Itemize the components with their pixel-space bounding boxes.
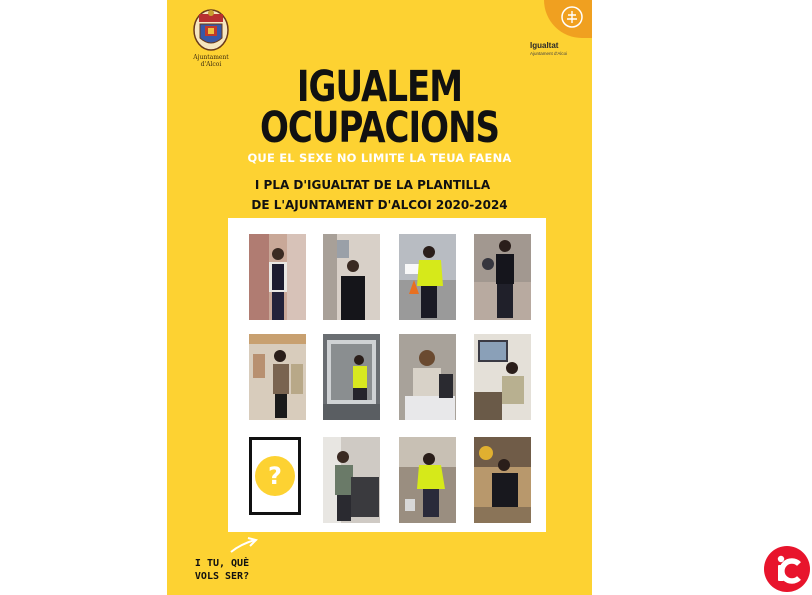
photo-van-worker: [323, 334, 380, 420]
photo-officer-desk: [474, 437, 531, 523]
photo-hivis-worker: [399, 234, 456, 320]
photo-desk-worker: [474, 334, 531, 420]
poster: [167, 0, 592, 595]
photo-woman-coat: [323, 234, 380, 320]
corner-badge: [544, 0, 592, 38]
igualtat-brand: Igualtat: [530, 41, 559, 50]
tagline: QUE EL SEXE NO LIMITE LA TEUA FAENA: [247, 151, 512, 165]
city-crest-icon: [191, 8, 231, 56]
arrow-icon: [229, 536, 259, 554]
cta-line-2: VOLS SER?: [194, 571, 250, 582]
plan-title-line-1: I PLA D'IGUALTAT DE LA PLANTILLA: [254, 178, 491, 192]
question-mark-icon: ?: [255, 456, 295, 496]
plan-title-line-2: DE L'AJUNTAMENT D'ALCOI 2020-2024: [251, 198, 508, 212]
photo-police-officer: [474, 234, 531, 320]
crest-label: Ajuntament d'Alcoi: [193, 54, 229, 68]
ic-logo-icon[interactable]: [764, 546, 810, 592]
photo-technician: [323, 437, 380, 523]
question-placeholder-frame: [249, 437, 301, 515]
photo-worker-vest: [249, 234, 306, 320]
title-line-2: OCUPACIONS: [259, 103, 500, 153]
photo-street-painter: [399, 437, 456, 523]
photo-office-worker: [399, 334, 456, 420]
photo-museum-guide: [249, 334, 306, 420]
igualtat-subtitle: Ajuntament d'Alcoi: [530, 51, 568, 56]
title-line-1: IGUALEM: [296, 62, 463, 112]
photo-grid-card: [228, 218, 546, 532]
corner-emblem-icon: [560, 5, 584, 29]
cta-line-1: I TU, QUÈ: [194, 558, 250, 569]
